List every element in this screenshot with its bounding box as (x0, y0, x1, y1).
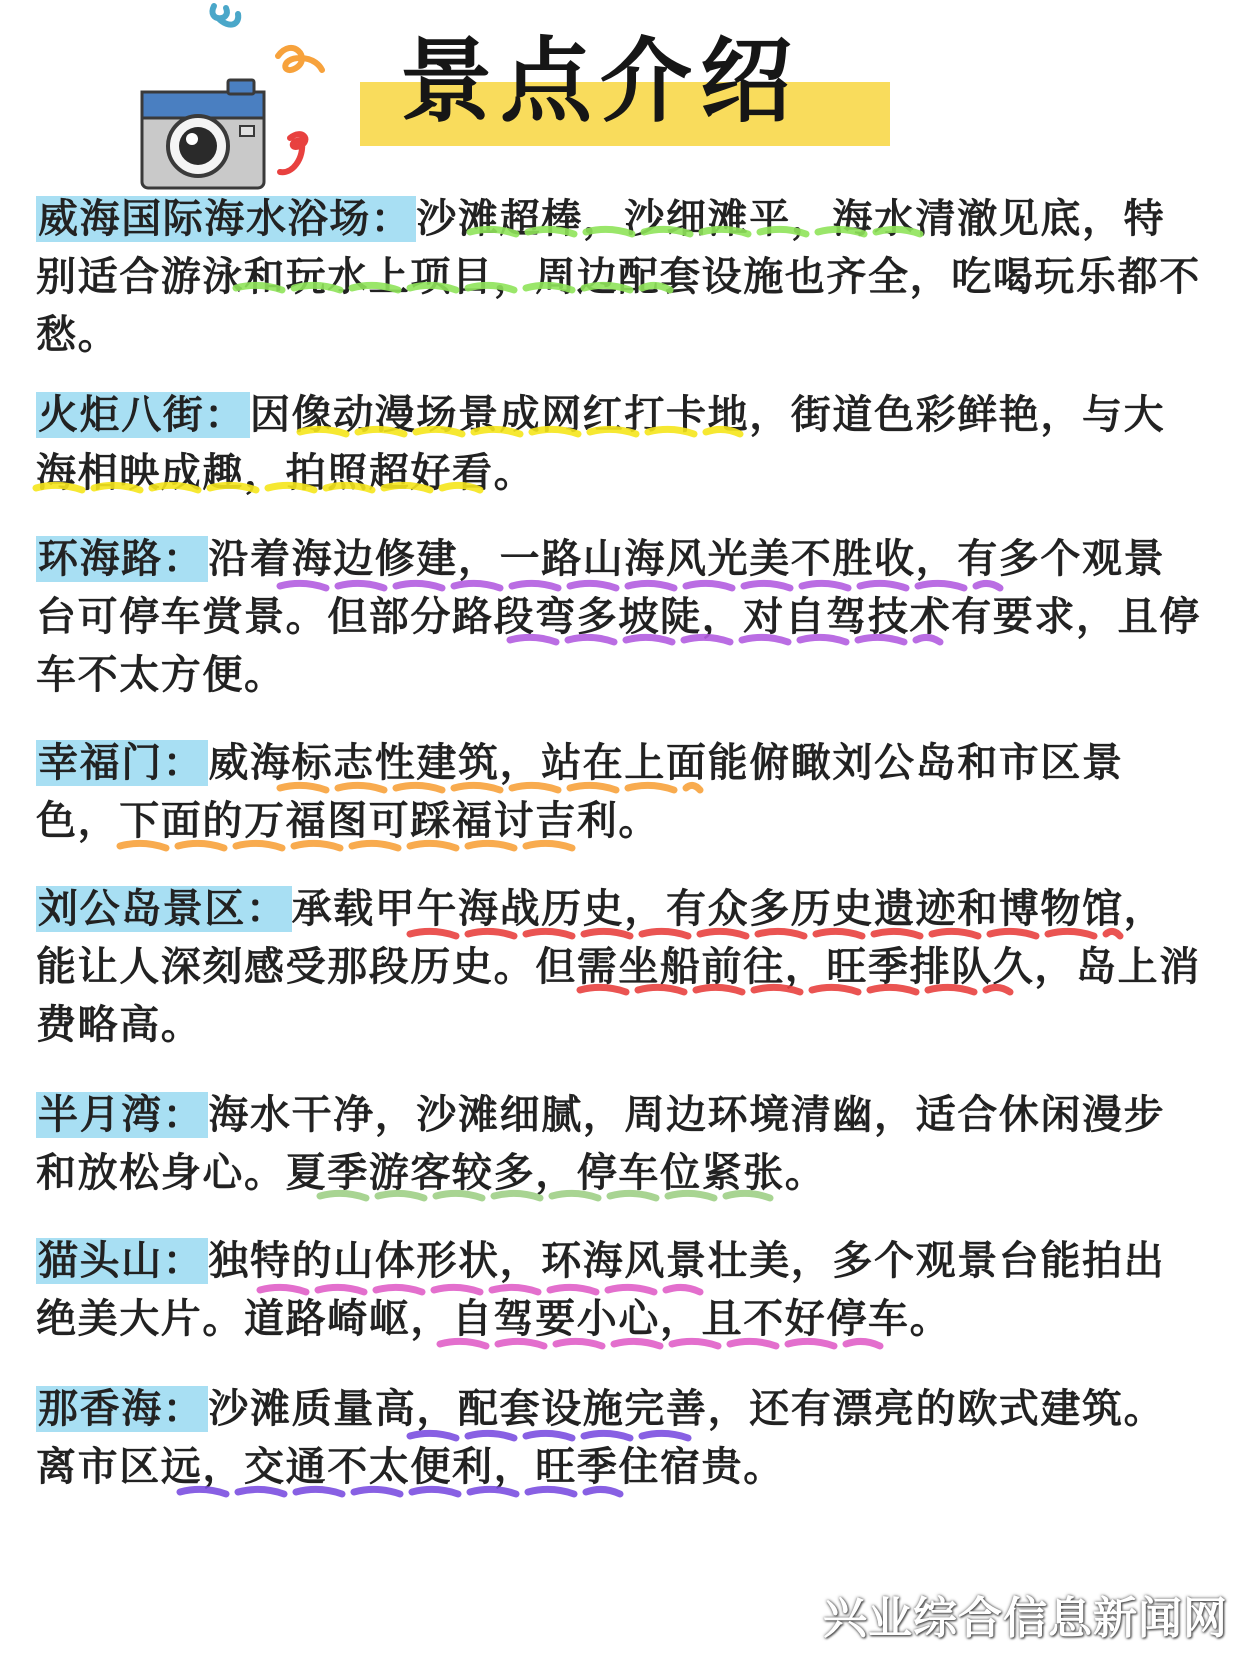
attraction-name: 威海国际海水浴场： (36, 196, 416, 242)
attraction-entry (36, 530, 1206, 704)
attraction-entry (36, 1380, 1206, 1496)
attraction-description: 因像动漫场景成网红打卡地，街道色彩鲜艳，与大海相映成趣，拍照超好看。 (36, 392, 1166, 496)
attraction-name: 猫头山： (36, 1238, 208, 1284)
attraction-entry (36, 880, 1206, 1054)
attraction-entry (36, 1086, 1206, 1202)
attraction-name: 半月湾： (36, 1092, 208, 1138)
attraction-description: 沙滩质量高，配套设施完善，还有漂亮的欧式建筑。离市区远，交通不太便利，旺季住宿贵。 (36, 1386, 1166, 1490)
attraction-description: 独特的山体形状，环海风景壮美，多个观景台能拍出绝美大片。道路崎岖，自驾要小心，且不好停车。 (36, 1238, 1166, 1342)
attraction-description: 承载甲午海战历史，有众多历史遗迹和博物馆，能让人深刻感受那段历史。但需坐船前往，旺季排队久，岛上消费略高。 (36, 886, 1201, 1048)
attraction-name: 幸福门： (36, 740, 208, 786)
attraction-entry (36, 190, 1206, 364)
page-title: 景点介绍 (400, 28, 801, 135)
attraction-entry (36, 1232, 1206, 1348)
attraction-name: 火炬八街： (36, 392, 250, 438)
header (0, 0, 1242, 190)
attraction-description: 威海标志性建筑，站在上面能俯瞰刘公岛和市区景色，下面的万福图可踩福讨吉利。 (36, 740, 1124, 844)
attraction-entry (36, 734, 1206, 850)
attraction-description: 海水干净，沙滩细腻，周边环境清幽，适合休闲漫步和放松身心。夏季游客较多，停车位紧张。 (36, 1092, 1166, 1196)
watermark: 兴业综合信息新闻网 (823, 1593, 1228, 1644)
attraction-name: 刘公岛景区： (36, 886, 292, 932)
attraction-name: 那香海： (36, 1386, 208, 1432)
attraction-entry (36, 386, 1206, 502)
attraction-name: 环海路： (36, 536, 208, 582)
attraction-description: 沙滩超棒，沙细滩平，海水清澈见底，特别适合游泳和玩水上项目，周边配套设施也齐全，吃喝玩乐都不愁。 (36, 196, 1201, 358)
attraction-description: 沿着海边修建，一路山海风光美不胜收，有多个观景台可停车赏景。但部分路段弯多坡陡，对自驾技术有要求，且停车不太方便。 (36, 536, 1201, 698)
